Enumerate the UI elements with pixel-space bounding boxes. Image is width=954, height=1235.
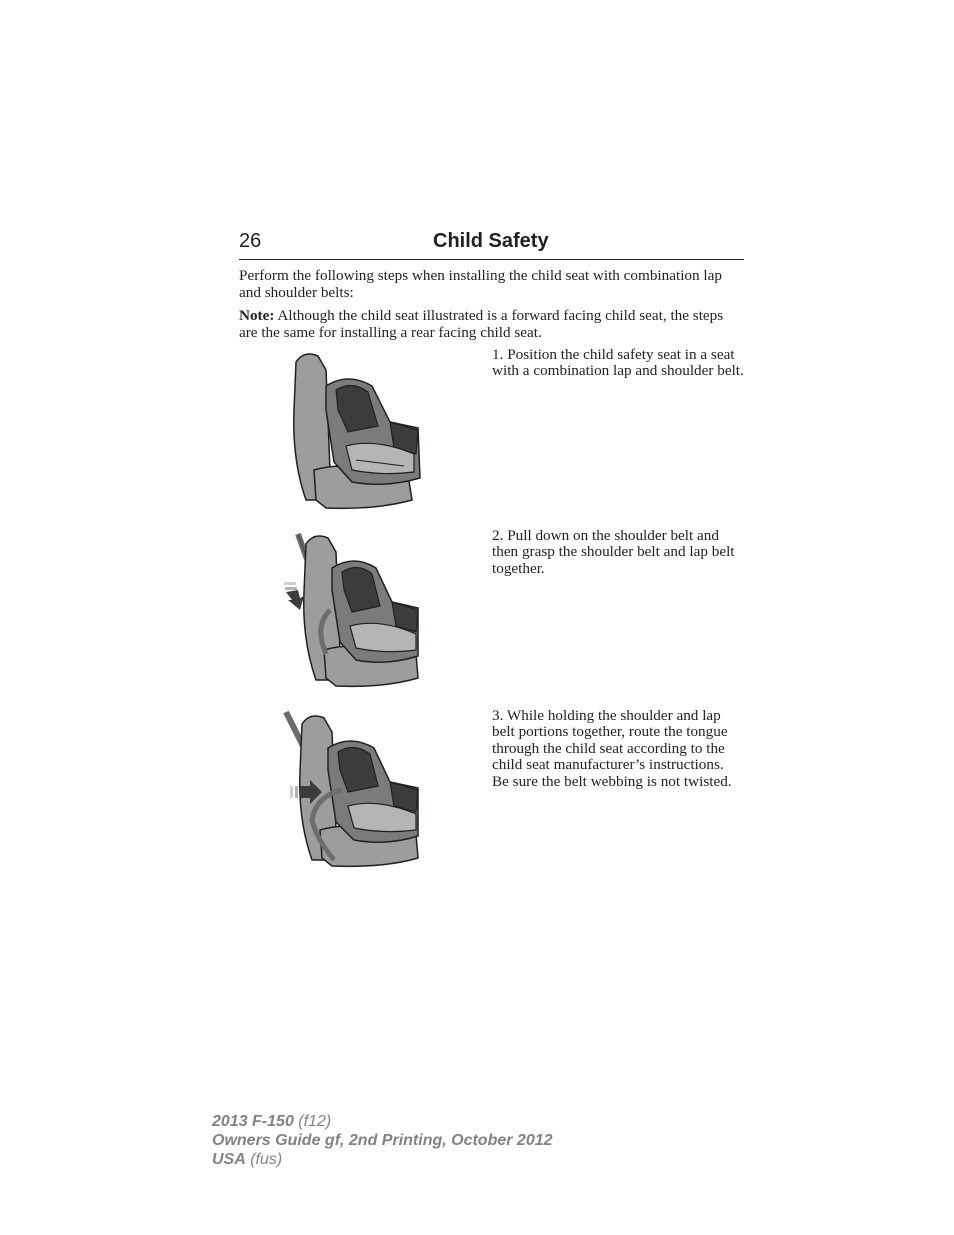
page-footer — [212, 1112, 712, 1169]
footer-line-2: Owners Guide gf, 2nd Printing, October 2012 — [212, 1132, 553, 1149]
note-label: Note: — [239, 307, 275, 324]
page-number: 26 — [239, 230, 262, 252]
intro-paragraph: Perform the following steps when installing the child seat with combination lap and shoulder belts: — [239, 267, 722, 301]
footer-line-3: USA (fus) — [212, 1151, 283, 1168]
arrow-down-icon — [284, 582, 304, 610]
section-title: Child Safety — [433, 230, 549, 252]
child-seat-illustration-step-3 — [276, 710, 426, 875]
page-header — [239, 229, 744, 260]
note-text: Although the child seat illustrated is a forward facing child seat, the steps are the same for installing a rear facing child seat. — [239, 307, 724, 341]
footer-line-1: 2013 F-150 (f12) — [212, 1113, 332, 1130]
child-seat-illustration-step-1 — [286, 350, 426, 515]
step-3-text: 3. While holding the shoulder and lap belt portions together, route the tongue through the child seat according to the child seat manufacturer’s instructions. Be sure the belt webbing is not twisted. — [492, 707, 732, 790]
step-1-text: 1. Position the child safety seat in a seat with a combination lap and shoulder belt. — [492, 346, 744, 380]
child-seat-illustration-step-2 — [276, 530, 426, 695]
step-2-text: 2. Pull down on the shoulder belt and then grasp the shoulder belt and lap belt together. — [492, 527, 735, 577]
note-paragraph — [239, 308, 744, 342]
